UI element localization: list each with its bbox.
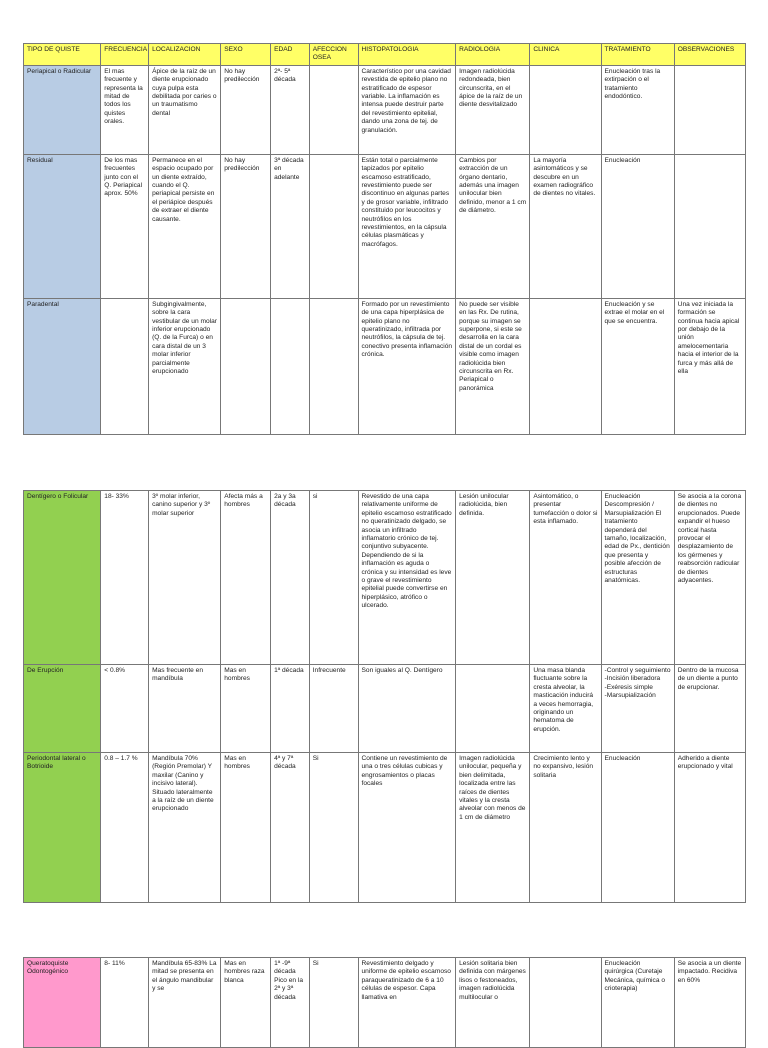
tratamiento-cell: Enucleación bbox=[601, 753, 674, 903]
header-sexo: SEXO bbox=[221, 44, 271, 66]
edad-cell: 1ª década bbox=[271, 665, 310, 753]
histopatologia-cell: Contiene un revestimiento de una o tres células cubicas y engrosamientos o placas focales bbox=[358, 753, 456, 903]
clinica-cell: La mayoría asintomáticos y se descubre en un examen radiográfico de dientes no vitales. bbox=[530, 154, 601, 298]
frecuencia-cell: < 0.8% bbox=[101, 665, 149, 753]
observaciones-cell: Una vez iniciada la formación se continua hacia apical por debajo de la unión amelocementaria hacia el interior de la furca y más allá de ella bbox=[674, 298, 745, 434]
afeccion-cell: Si bbox=[309, 958, 358, 1048]
afeccion-cell: Si bbox=[309, 753, 358, 903]
cyst-type-cell: Paradental bbox=[24, 298, 101, 434]
radiologia-cell: Cambios por extracción de un órgano dentario, además una imagen unilocular bien definido, menor a 1 cm de diámetro. bbox=[456, 154, 530, 298]
afeccion-cell: Infrecuente bbox=[309, 665, 358, 753]
radiologia-cell: Lesión unilocular radiolúcida, bien definida. bbox=[456, 491, 530, 665]
cyst-type-cell: Periodontal lateral o Botrioide bbox=[24, 753, 101, 903]
sexo-cell: Mas en hombres raza blanca bbox=[221, 958, 271, 1048]
afeccion-cell: si bbox=[309, 491, 358, 665]
clinica-cell bbox=[530, 298, 601, 434]
header-edad: EDAD bbox=[271, 44, 310, 66]
clinica-cell bbox=[530, 65, 601, 154]
cyst-type-cell: De Erupción bbox=[24, 665, 101, 753]
tratamiento-cell: Enucleación tras la extirpación o el tratamiento endodóntico. bbox=[601, 65, 674, 154]
table-row bbox=[24, 154, 746, 298]
observaciones-cell: Se asocia a la corona de dientes no erupcionados. Puede expandir el hueso cortical hasta provocar el desplazamiento de los gérmenes y reabsorción radicular de dientes adyacentes. bbox=[674, 491, 745, 665]
table-row bbox=[24, 491, 746, 665]
observaciones-cell: Se asocia a un diente impactado. Recidiva en 60% bbox=[674, 958, 745, 1048]
radiologia-cell bbox=[456, 665, 530, 753]
localizacion-cell: Mandíbula 70% (Región Premolar) Y maxilar (Canino y incisivo lateral). Situado lateralmente a la raíz de un diente erupcionado bbox=[149, 753, 221, 903]
cyst-type-cell: Residual bbox=[24, 154, 101, 298]
cyst-type-cell: Dentígero o Folicular bbox=[24, 491, 101, 665]
histopatologia-cell: Revestimiento delgado y uniforme de epitelio escamoso paraqueratinizado de 6 a 10 células de espesor. Capa llamativa en bbox=[358, 958, 456, 1048]
edad-cell bbox=[271, 298, 310, 434]
cyst-type-cell: Periapical o Radicular bbox=[24, 65, 101, 154]
header-clinica: CLINICA bbox=[530, 44, 601, 66]
header-frecuencia: FRECUENCIA bbox=[101, 44, 149, 66]
afeccion-cell bbox=[309, 298, 358, 434]
clinica-cell bbox=[530, 958, 601, 1048]
tratamiento-cell: Enucleación y se extrae el molar en el que se encuentra. bbox=[601, 298, 674, 434]
tratamiento-cell: Enucleación bbox=[601, 154, 674, 298]
afeccion-cell bbox=[309, 154, 358, 298]
observaciones-cell bbox=[674, 65, 745, 154]
localizacion-cell: Ápice de la raíz de un diente erupcionado cuya pulpa esta debilitada por caries o un traumatismo dental bbox=[149, 65, 221, 154]
header-observaciones: OBSERVACIONES bbox=[674, 44, 745, 66]
localizacion-cell: Mas frecuente en mandíbula bbox=[149, 665, 221, 753]
frecuencia-cell bbox=[101, 298, 149, 434]
tratamiento-cell: -Control y seguimiento -Incisión liberadora -Exéresis simple -Marsupialización bbox=[601, 665, 674, 753]
cyst-type-cell: Queratoquiste Odontogénico bbox=[24, 958, 101, 1048]
observaciones-cell: Adherido a diente erupcionado y vital bbox=[674, 753, 745, 903]
edad-cell: 1ª -9ª década Pico en la 2ª y 3ª década bbox=[271, 958, 310, 1048]
header-radiologia: RADIOLOGIA bbox=[456, 44, 530, 66]
header-tipo: TIPO DE QUISTE bbox=[24, 44, 101, 66]
localizacion-cell: Permanece en el espacio ocupado por un diente extraído, cuando el Q. periapical persiste en el periápice después de extraer el diente causante. bbox=[149, 154, 221, 298]
table-row bbox=[24, 65, 746, 154]
frecuencia-cell: De los mas frecuentes junto con el Q. Periapical aprox. 50% bbox=[101, 154, 149, 298]
localizacion-cell: Subgingivalmente, sobre la cara vestibular de un molar inferior erupcionado (Q. de la Furca) o en cara distal de un 3 molar inferior parcialmente erupcionado bbox=[149, 298, 221, 434]
header-localizacion: LOCALIZACION bbox=[149, 44, 221, 66]
header-histopatologia: HISTOPATOLOGIA bbox=[358, 44, 456, 66]
afeccion-cell bbox=[309, 65, 358, 154]
header-tratamiento: TRATAMIENTO bbox=[601, 44, 674, 66]
histopatologia-cell: Característico por una cavidad revestida de epitelio plano no estratificado de espesor variable. La inflamación es intensa puede destruir parte del revestimiento epitelial, dando una zona de tej. de granulación. bbox=[358, 65, 456, 154]
histopatologia-cell: Formado por un revestimiento de una capa hiperplásica de epitelio plano no queratinizado, infiltrada por neutrófilos, la cápsula de tej. conectivo presenta inflamación crónica. bbox=[358, 298, 456, 434]
tratamiento-cell: Enucleación quirúrgica (Curetaje Mecánica, química o crioterapia) bbox=[601, 958, 674, 1048]
cyst-table-developmental bbox=[23, 490, 746, 903]
radiologia-cell: No puede ser visible en las Rx. De rutina, porque su imagen se superpone, si este se desarrolla en la cara distal de un cordal es visible como imagen radiolúcida bien circunscrita en Rx. Periapical o panorámica bbox=[456, 298, 530, 434]
table-row bbox=[24, 958, 746, 1048]
frecuencia-cell: 0.8 – 1.7 % bbox=[101, 753, 149, 903]
sexo-cell: No hay predilección bbox=[221, 65, 271, 154]
histopatologia-cell: Revestido de una capa relativamente uniforme de epitelio escamoso estratificado no queratinizado delgado, se asocia un infiltrado inflamatorio crónico de tej. conjuntivo subyacente. Dependiendo de si la inflamación es aguda o crónica y su intensidad es leve o grave el revestimiento epitelial puede convertirse en hiperplásico, atrófico o ulcerado. bbox=[358, 491, 456, 665]
edad-cell: 3ª década en adelante bbox=[271, 154, 310, 298]
sexo-cell: Mas en hombres bbox=[221, 665, 271, 753]
sexo-cell bbox=[221, 298, 271, 434]
table-row bbox=[24, 665, 746, 753]
observaciones-cell bbox=[674, 154, 745, 298]
cyst-table-keratocyst bbox=[23, 957, 746, 1048]
frecuencia-cell: 18- 33% bbox=[101, 491, 149, 665]
edad-cell: 2a y 3a década bbox=[271, 491, 310, 665]
sexo-cell: No hay predilección bbox=[221, 154, 271, 298]
table-header-row bbox=[24, 44, 746, 66]
clinica-cell: Crecimiento lento y no expansivo, lesión solitaria bbox=[530, 753, 601, 903]
tratamiento-cell: Enucleación Descompresión / Marsupialización El tratamiento dependerá del tamaño, localización, edad de Px., dentición que presenta y posible afección de estructuras anatómicas. bbox=[601, 491, 674, 665]
frecuencia-cell: 8- 11% bbox=[101, 958, 149, 1048]
radiologia-cell: Lesión solitaria bien definida con márgenes lisos o festoneados, imagen radiolúcida multilocular o bbox=[456, 958, 530, 1048]
localizacion-cell: Mandíbula 65-83% La mitad se presenta en el ángulo mandibular y se bbox=[149, 958, 221, 1048]
cyst-table-inflammatory bbox=[23, 43, 746, 435]
observaciones-cell: Dentro de la mucosa de un diente a punto de erupcionar. bbox=[674, 665, 745, 753]
frecuencia-cell: El mas frecuente y representa la mitad de todos los quistes orales. bbox=[101, 65, 149, 154]
radiologia-cell: Imagen radiolúcida redondeada, bien circunscrita, en el ápice de la raíz de un diente desvitalizado bbox=[456, 65, 530, 154]
sexo-cell: Mas en hombres bbox=[221, 753, 271, 903]
localizacion-cell: 3º molar inferior, canino superior y 3º molar superior bbox=[149, 491, 221, 665]
radiologia-cell: Imagen radiolúcida unilocular, pequeña y bien delimitada, localizada entre las raíces de dientes vitales y la cresta alveolar con menos de 1 cm de diámetro bbox=[456, 753, 530, 903]
histopatologia-cell: Están total o parcialmente tapizados por epitelio escamoso estratificado, revestimiento puede ser discontinuo en algunas partes y de grosor variable, infiltrado constituido por leucocitos y neutrófilos en los revestimientos, en la cápsula células plasmáticas y macrófagos. bbox=[358, 154, 456, 298]
edad-cell: 4ª y 7ª década bbox=[271, 753, 310, 903]
clinica-cell: Una masa blanda fluctuante sobre la cresta alveolar, la masticación inducirá a veces hemorragia, originando un hematoma de erupción. bbox=[530, 665, 601, 753]
clinica-cell: Asintomático, o presentar tumefacción o dolor si esta inflamado. bbox=[530, 491, 601, 665]
histopatologia-cell: Son iguales al Q. Dentígero bbox=[358, 665, 456, 753]
table-row bbox=[24, 753, 746, 903]
header-afeccion: AFECCION OSEA bbox=[309, 44, 358, 66]
sexo-cell: Afecta más a hombres bbox=[221, 491, 271, 665]
table-row bbox=[24, 298, 746, 434]
edad-cell: 2ª- 5ª década bbox=[271, 65, 310, 154]
